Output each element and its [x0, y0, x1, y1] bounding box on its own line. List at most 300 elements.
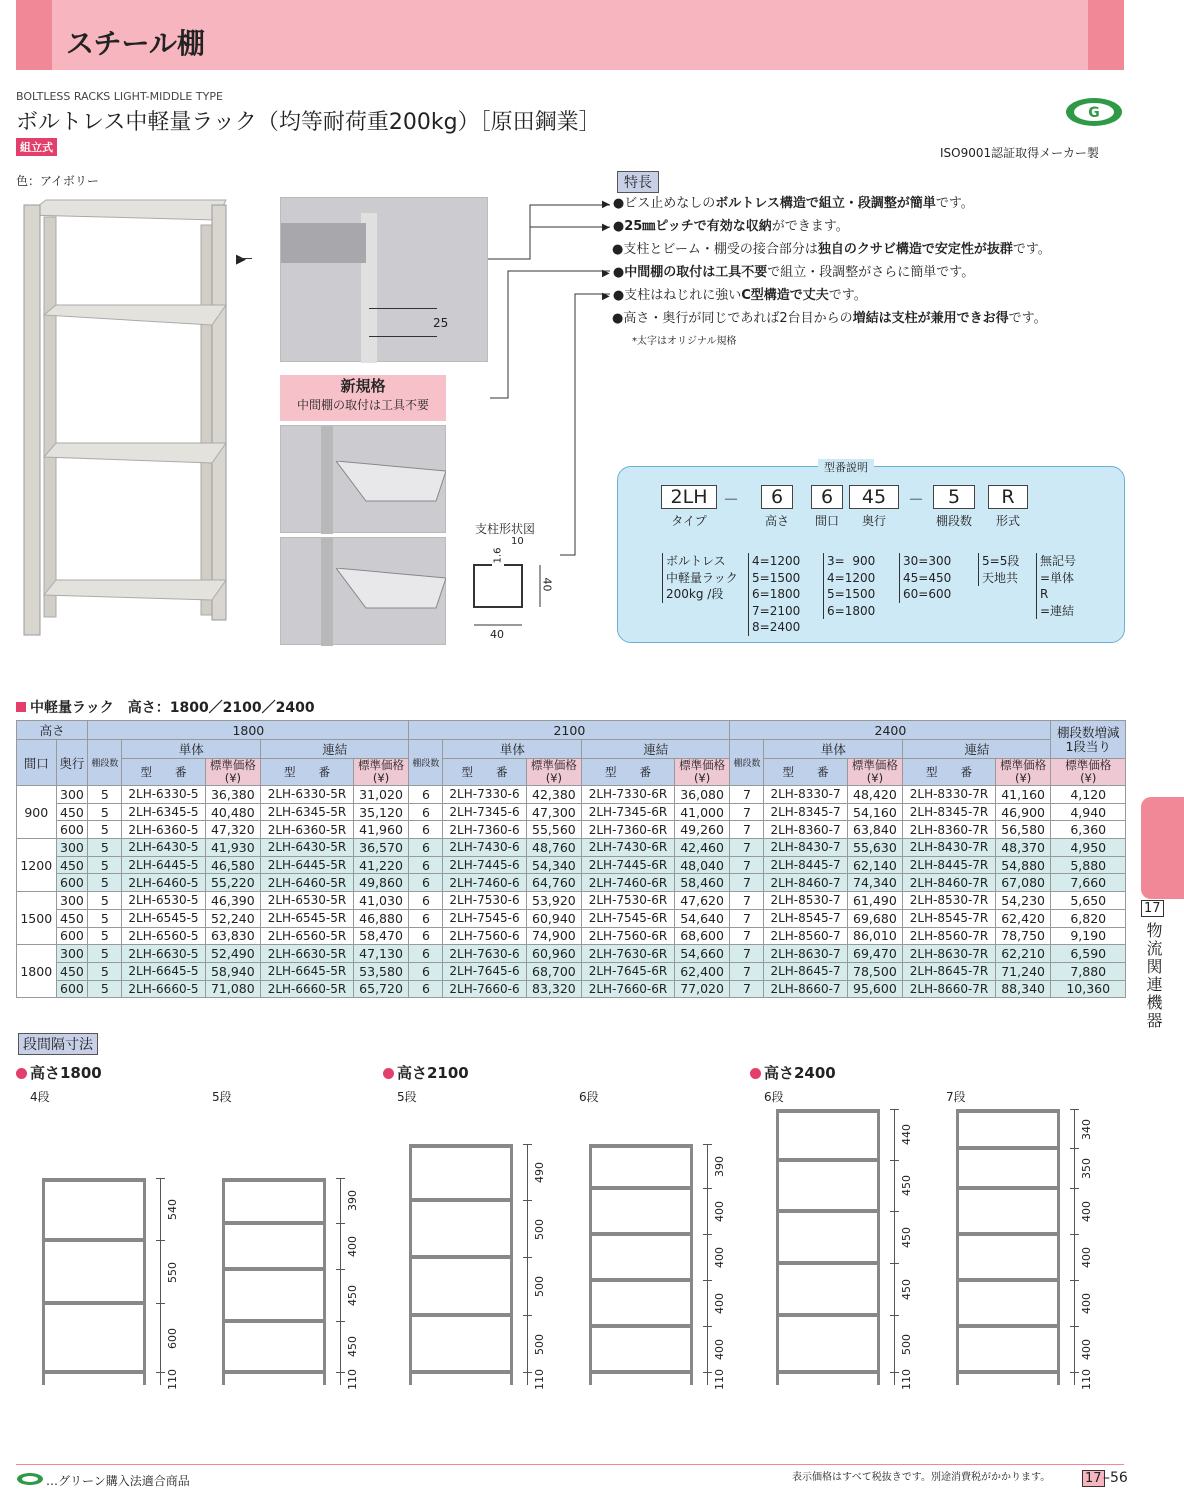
rack-tier-label: 7段: [946, 1090, 966, 1104]
shelf-line: [222, 1319, 326, 1323]
pitch-label: 25: [433, 316, 449, 330]
table-cell: 9,190: [1051, 927, 1126, 945]
arrow-icon: ▶: [602, 268, 613, 279]
table-cell: 2LH-6430-5: [122, 839, 205, 857]
shelf-line: [42, 1301, 146, 1305]
feature-item: [602, 239, 1051, 262]
dimension-value: 550: [166, 1261, 179, 1283]
shelf-line: [42, 1238, 146, 1242]
green-mark-icon: [16, 1472, 44, 1486]
bracket-photo-1: [280, 425, 446, 533]
dimension-value: 400: [1080, 1201, 1093, 1223]
dimension-tick: [703, 1326, 712, 1327]
table-cell: 2LH-8330-7R: [903, 786, 996, 804]
th-1800: 1800: [88, 721, 409, 740]
new-spec-sub: 中間棚の取付は工具不要: [296, 398, 429, 412]
dimension-line: [340, 1178, 341, 1385]
dimension-tick: [890, 1211, 899, 1212]
dimension-tick: [1070, 1148, 1079, 1149]
table-cell: 55,560: [526, 821, 582, 839]
table-cell: 2LH-8530-7R: [903, 892, 996, 910]
th-price: 標準価格 (¥): [526, 759, 582, 786]
table-cell: 2LH-6645-5R: [261, 962, 354, 980]
table-cell: 2LH-8445-7R: [903, 856, 996, 874]
table-cell: 2LH-6560-5: [122, 927, 205, 945]
table-cell: 7: [730, 927, 764, 945]
dimension-value: 490: [533, 1161, 546, 1183]
th-linked: 連結: [261, 740, 409, 759]
table-cell: 52,240: [205, 909, 261, 927]
dimension-tick: [156, 1372, 165, 1373]
model-options: ボルトレス 中軽量ラック 200kg /段: [662, 553, 738, 603]
table-cell: 2LH-6445-5: [122, 856, 205, 874]
table-cell: 5: [88, 786, 122, 804]
th-price: 標準価格 (¥): [353, 759, 409, 786]
model-box: 2LH: [661, 485, 717, 509]
th-single: 単体: [764, 740, 903, 759]
rack-diagram: [776, 1109, 880, 1385]
table-cell: 62,210: [995, 945, 1051, 963]
th-height: 高さ: [17, 721, 88, 740]
table-cell: 2LH-7460-6: [443, 874, 526, 892]
dimension-tick: [523, 1200, 532, 1201]
table-cell: 42,380: [526, 786, 582, 804]
table-cell: 47,300: [526, 803, 582, 821]
feature-text: ●ビス止めなしの: [612, 196, 716, 211]
table-cell: 2LH-8545-7: [764, 909, 847, 927]
table-cell: 300: [56, 945, 88, 963]
dimension-line: [160, 1178, 161, 1385]
shelf-line: [956, 1109, 1060, 1113]
th-model: 型 番: [261, 759, 354, 786]
table-cell: 2LH-7330-6: [443, 786, 526, 804]
feature-text: ●: [612, 265, 625, 280]
table-cell: 2LH-6660-5R: [261, 980, 354, 998]
dim-40-bottom: 40: [490, 628, 504, 641]
table-cell: 7: [730, 945, 764, 963]
th-single: 単体: [443, 740, 582, 759]
table-cell: 2LH-6330-5: [122, 786, 205, 804]
shelf-line: [589, 1278, 693, 1282]
feature-text: ができます。: [771, 219, 849, 234]
rack-tier-label: 4段: [30, 1090, 50, 1104]
table-cell: 5: [88, 980, 122, 998]
table-cell: 78,500: [847, 962, 903, 980]
th-2100: 2100: [409, 721, 730, 740]
table-cell: 600: [56, 980, 88, 998]
shelf-line: [956, 1232, 1060, 1236]
table-cell: 41,030: [353, 892, 409, 910]
rack-tier-label: 5段: [212, 1090, 232, 1104]
th-single: 単体: [122, 740, 261, 759]
side-chapter-num: 17: [1141, 900, 1164, 917]
table-row: [17, 786, 1126, 804]
th-price: 標準価格 (¥): [847, 759, 903, 786]
table-row: [17, 821, 1126, 839]
table-cell: 68,600: [674, 927, 730, 945]
dimension-tick: [523, 1315, 532, 1316]
features-heading: 特長: [617, 171, 659, 193]
th-model: 型 番: [582, 759, 675, 786]
dimension-value: 400: [713, 1339, 726, 1361]
dimension-tick: [336, 1321, 345, 1322]
feature-text: ●: [612, 219, 625, 234]
dimension-tick: [1070, 1280, 1079, 1281]
rack-tier-label: 6段: [764, 1090, 784, 1104]
table-cell: 63,840: [847, 821, 903, 839]
model-explanation-panel: [617, 461, 1125, 643]
square-icon: [16, 702, 26, 712]
table-cell: 5: [88, 856, 122, 874]
dimension-line: [894, 1109, 895, 1385]
table-row: [17, 856, 1126, 874]
table-cell: 2LH-7430-6: [443, 839, 526, 857]
column-shape-title: 支柱形状図: [475, 522, 536, 536]
dimension-value: 400: [1080, 1339, 1093, 1361]
table-cell: 6: [409, 892, 443, 910]
feature-item: [602, 262, 1051, 285]
footer-rule: [16, 1464, 1124, 1465]
feature-bold: ボルトレス構造で組立・段調整が簡単: [715, 196, 936, 211]
dimension-line: [707, 1144, 708, 1386]
shelf-line: [589, 1144, 693, 1148]
dimension-value: 540: [166, 1199, 179, 1221]
table-cell: 5: [88, 892, 122, 910]
model-box: 45: [849, 485, 899, 509]
dimension-tick: [890, 1372, 899, 1373]
dimension-tick: [703, 1188, 712, 1189]
table-cell: 300: [56, 892, 88, 910]
table-cell: 68,700: [526, 962, 582, 980]
table-cell: 6: [409, 962, 443, 980]
table-cell: 54,340: [526, 856, 582, 874]
new-spec-title: 新規格: [340, 377, 386, 395]
feature-text: で組立・段調整がさらに簡単です。: [767, 265, 975, 280]
table-cell: 2LH-6660-5: [122, 980, 205, 998]
dim-1-6: 1.6: [492, 547, 504, 564]
th-tiers: 棚段数: [409, 740, 443, 786]
dimension-tick: [890, 1109, 899, 1110]
arrow-line: [236, 258, 252, 259]
table-row: [17, 962, 1126, 980]
shelf-line: [589, 1324, 693, 1328]
table-cell: 2LH-6630-5R: [261, 945, 354, 963]
table-cell: 2LH-7445-6R: [582, 856, 675, 874]
table-cell: 2LH-7545-6R: [582, 909, 675, 927]
table-cell: 71,080: [205, 980, 261, 998]
table-cell: 2LH-8660-7: [764, 980, 847, 998]
side-chapter-text: 物流関連機器: [1144, 922, 1163, 1030]
dimension-tick: [523, 1257, 532, 1258]
table-cell: 2LH-7460-6R: [582, 874, 675, 892]
table-cell: 2LH-6330-5R: [261, 786, 354, 804]
table-cell: 7,660: [1051, 874, 1126, 892]
table-cell: 2LH-6530-5: [122, 892, 205, 910]
table-cell: 53,920: [526, 892, 582, 910]
iso-note: ISO9001認証取得メーカー製: [940, 146, 1099, 160]
table-cell: 52,490: [205, 945, 261, 963]
dimension-tick: [1070, 1109, 1079, 1110]
dimension-value: 110: [713, 1368, 726, 1390]
shelf-line: [222, 1267, 326, 1271]
table-cell: 2LH-8430-7R: [903, 839, 996, 857]
footer-page-rest: –56: [1103, 1470, 1128, 1486]
table-cell: 35,120: [353, 803, 409, 821]
bullet-icon: [16, 1068, 27, 1079]
dimension-value: 390: [713, 1155, 726, 1177]
footer-tax-note: 表示価格はすべて税抜きです。別途消費税がかかります。: [792, 1472, 1051, 1483]
shelf-line: [409, 1370, 513, 1374]
bracket-photo-2: [280, 537, 446, 645]
dimension-tick: [336, 1372, 345, 1373]
dimension-tick: [890, 1315, 899, 1316]
svg-text:G: G: [1088, 105, 1100, 121]
table-cell: 2LH-8645-7: [764, 962, 847, 980]
table-cell: 58,470: [353, 927, 409, 945]
spacing-group-title-text: 高さ1800: [30, 1064, 102, 1082]
feature-bold: 25㎜ピッチで有効な収納: [624, 219, 772, 234]
table-cell: 48,040: [674, 856, 730, 874]
dimension-value: 400: [1080, 1293, 1093, 1315]
shelf-line: [776, 1261, 880, 1265]
shelf-line: [956, 1186, 1060, 1190]
table-cell: 2LH-8560-7: [764, 927, 847, 945]
table-row: [17, 927, 1126, 945]
table-cell: 55,630: [847, 839, 903, 857]
th-2400: 2400: [730, 721, 1051, 740]
table-cell: 450: [56, 909, 88, 927]
table-cell: 5,880: [1051, 856, 1126, 874]
dimension-tick: [336, 1178, 345, 1179]
th-model: 型 番: [443, 759, 526, 786]
feature-text: ●支柱とビーム・棚受の接合部分は: [612, 242, 818, 257]
spacing-heading: 段間隔寸法: [18, 1033, 98, 1055]
table-cell: 74,340: [847, 874, 903, 892]
dimension-tick: [1070, 1234, 1079, 1235]
model-options: 30=300 45=450 60=600: [899, 553, 951, 603]
dimension-tick: [890, 1160, 899, 1161]
dimension-value: 500: [900, 1333, 913, 1355]
shelf-line: [409, 1313, 513, 1317]
green-logo-icon: [1064, 96, 1124, 128]
spacing-group-title-text: 高さ2400: [764, 1064, 836, 1082]
dimension-value: 110: [346, 1368, 359, 1390]
table-cell: 6: [409, 839, 443, 857]
feature-item: [602, 308, 1051, 331]
model-label: 高さ: [764, 514, 789, 528]
table-cell: 48,760: [526, 839, 582, 857]
table-cell: 4,940: [1051, 803, 1126, 821]
dimension-tick: [156, 1240, 165, 1241]
dimension-tick: [1070, 1188, 1079, 1189]
table-row: [17, 980, 1126, 998]
shelf-line: [776, 1313, 880, 1317]
feature-text: です。: [1008, 311, 1047, 326]
table-cell: 47,320: [205, 821, 261, 839]
table-cell: 2LH-7560-6R: [582, 927, 675, 945]
table-cell: 6: [409, 803, 443, 821]
table-row: [17, 945, 1126, 963]
table-row: [17, 909, 1126, 927]
th-tiers: 棚段数: [730, 740, 764, 786]
shelf-line: [956, 1324, 1060, 1328]
table-cell: 58,460: [674, 874, 730, 892]
table-cell: 7: [730, 909, 764, 927]
table-cell: 5: [88, 927, 122, 945]
table-cell: 2LH-8360-7: [764, 821, 847, 839]
dimension-value: 450: [900, 1227, 913, 1249]
table-cell: 2LH-6360-5: [122, 821, 205, 839]
table-cell: 10,360: [1051, 980, 1126, 998]
arrow-icon: ▶: [236, 252, 246, 267]
table-heading-text: 中軽量ラック 高さ：1800／2100／2400: [30, 700, 315, 716]
table-cell: 2LH-6545-5R: [261, 909, 354, 927]
feature-connectors: [480, 195, 620, 605]
feature-bold: C型構造で丈夫: [741, 288, 829, 303]
table-cell: 2LH-8530-7: [764, 892, 847, 910]
table-cell: 600: [56, 874, 88, 892]
table-cell: 7: [730, 821, 764, 839]
table-cell: 62,140: [847, 856, 903, 874]
table-cell: 64,760: [526, 874, 582, 892]
table-cell: 36,380: [205, 786, 261, 804]
feature-bold: 独自のクサビ構造で安定性が抜群: [817, 242, 1013, 257]
dimension-tick: [703, 1280, 712, 1281]
features-note: *太字はオリジナル規格: [632, 336, 737, 347]
table-cell: 40,480: [205, 803, 261, 821]
th-increment: 棚段数増減 1段当り: [1051, 721, 1126, 759]
table-cell: 95,600: [847, 980, 903, 998]
feature-item: [602, 216, 1051, 239]
table-cell: 7: [730, 839, 764, 857]
table-cell: 65,720: [353, 980, 409, 998]
dim-10: 10: [511, 536, 524, 547]
table-cell: 2LH-7360-6R: [582, 821, 675, 839]
model-dash: －: [723, 490, 740, 509]
dimension-tick: [336, 1269, 345, 1270]
th-model: 型 番: [764, 759, 847, 786]
dimension-value: 450: [346, 1336, 359, 1358]
table-cell: 7,880: [1051, 962, 1126, 980]
table-cell: 2LH-8360-7R: [903, 821, 996, 839]
feature-text: です。: [828, 288, 867, 303]
table-cell: 600: [56, 821, 88, 839]
table-cell: 46,390: [205, 892, 261, 910]
table-cell: 6: [409, 945, 443, 963]
dimension-tick: [523, 1144, 532, 1145]
dimension-value: 450: [900, 1278, 913, 1300]
table-cell: 49,260: [674, 821, 730, 839]
header-accent-left: [16, 0, 52, 70]
table-cell: 7: [730, 962, 764, 980]
dimension-value: 500: [533, 1333, 546, 1355]
table-cell: 2LH-6345-5: [122, 803, 205, 821]
table-cell: 41,930: [205, 839, 261, 857]
table-cell: 54,160: [847, 803, 903, 821]
table-cell: 5: [88, 874, 122, 892]
table-cell: 2LH-7645-6: [443, 962, 526, 980]
table-cell: 450: [56, 856, 88, 874]
spacing-group-title: [16, 1062, 102, 1083]
new-spec-box: [280, 375, 446, 421]
spacing-group-title: [383, 1062, 469, 1083]
spacer: [602, 314, 612, 325]
spacing-group-title: [750, 1062, 836, 1083]
dimension-tick: [1070, 1326, 1079, 1327]
table-cell: 71,240: [995, 962, 1051, 980]
arrow-icon: ▶: [602, 222, 613, 233]
table-cell: 2LH-8460-7R: [903, 874, 996, 892]
dimension-value: 110: [1080, 1368, 1093, 1390]
th-price: 標準価格 (¥): [205, 759, 261, 786]
table-cell: 600: [56, 927, 88, 945]
dimension-tick: [523, 1372, 532, 1373]
th-tiers: 棚段数: [88, 740, 122, 786]
table-cell: 47,130: [353, 945, 409, 963]
th-depth: 奥行: [56, 740, 88, 786]
table-cell: 54,230: [995, 892, 1051, 910]
feature-bold: 増結は支柱が兼用できお得: [852, 311, 1009, 326]
footer-green-note: …グリーン購入法適合商品: [46, 1474, 190, 1488]
color-label: 色：アイボリー: [16, 174, 99, 188]
table-cell: 36,080: [674, 786, 730, 804]
bullet-icon: [750, 1068, 761, 1079]
table-cell: 53,580: [353, 962, 409, 980]
dimension-tick: [336, 1223, 345, 1224]
table-cell: 2LH-7560-6: [443, 927, 526, 945]
rack-diagram: [409, 1144, 513, 1386]
table-cell: 41,960: [353, 821, 409, 839]
table-cell: 2LH-6445-5R: [261, 856, 354, 874]
table-cell: 2LH-7360-6: [443, 821, 526, 839]
shelf-line: [222, 1178, 326, 1182]
table-cell: 2LH-8445-7: [764, 856, 847, 874]
model-dash: －: [908, 490, 925, 509]
table-cell: 83,320: [526, 980, 582, 998]
table-cell: 41,000: [674, 803, 730, 821]
table-cell: 46,900: [995, 803, 1051, 821]
table-cell: 2LH-6430-5R: [261, 839, 354, 857]
feature-item: [602, 193, 1051, 216]
model-options: 4=1200 5=1500 6=1800 7=2100 8=2400: [748, 553, 800, 636]
table-cell: 6: [409, 980, 443, 998]
shelf-line: [776, 1109, 880, 1113]
dimension-value: 350: [1080, 1158, 1093, 1180]
table-cell: 2LH-6630-5: [122, 945, 205, 963]
table-heading: [16, 697, 315, 717]
table-cell: 2LH-8345-7: [764, 803, 847, 821]
table-cell: 2LH-6460-5R: [261, 874, 354, 892]
th-width: 間口: [17, 740, 57, 786]
rack-diagram: [589, 1144, 693, 1386]
feature-text: ●支柱はねじれに強い: [612, 288, 742, 303]
th-linked: 連結: [903, 740, 1051, 759]
model-heading: 型番説明: [818, 459, 874, 475]
assembly-tag: 組立式: [16, 138, 57, 156]
rack-diagram: [42, 1178, 146, 1385]
shelf-line: [409, 1144, 513, 1148]
dimension-tick: [703, 1372, 712, 1373]
shelf-line: [956, 1370, 1060, 1374]
table-cell: 2LH-6530-5R: [261, 892, 354, 910]
table-cell: 2LH-6545-5: [122, 909, 205, 927]
table-cell: 2LH-7660-6: [443, 980, 526, 998]
shelf-line: [956, 1146, 1060, 1150]
table-cell: 6: [409, 927, 443, 945]
feature-item: [602, 285, 1051, 308]
table-cell: 2LH-7530-6R: [582, 892, 675, 910]
table-cell: 5: [88, 839, 122, 857]
